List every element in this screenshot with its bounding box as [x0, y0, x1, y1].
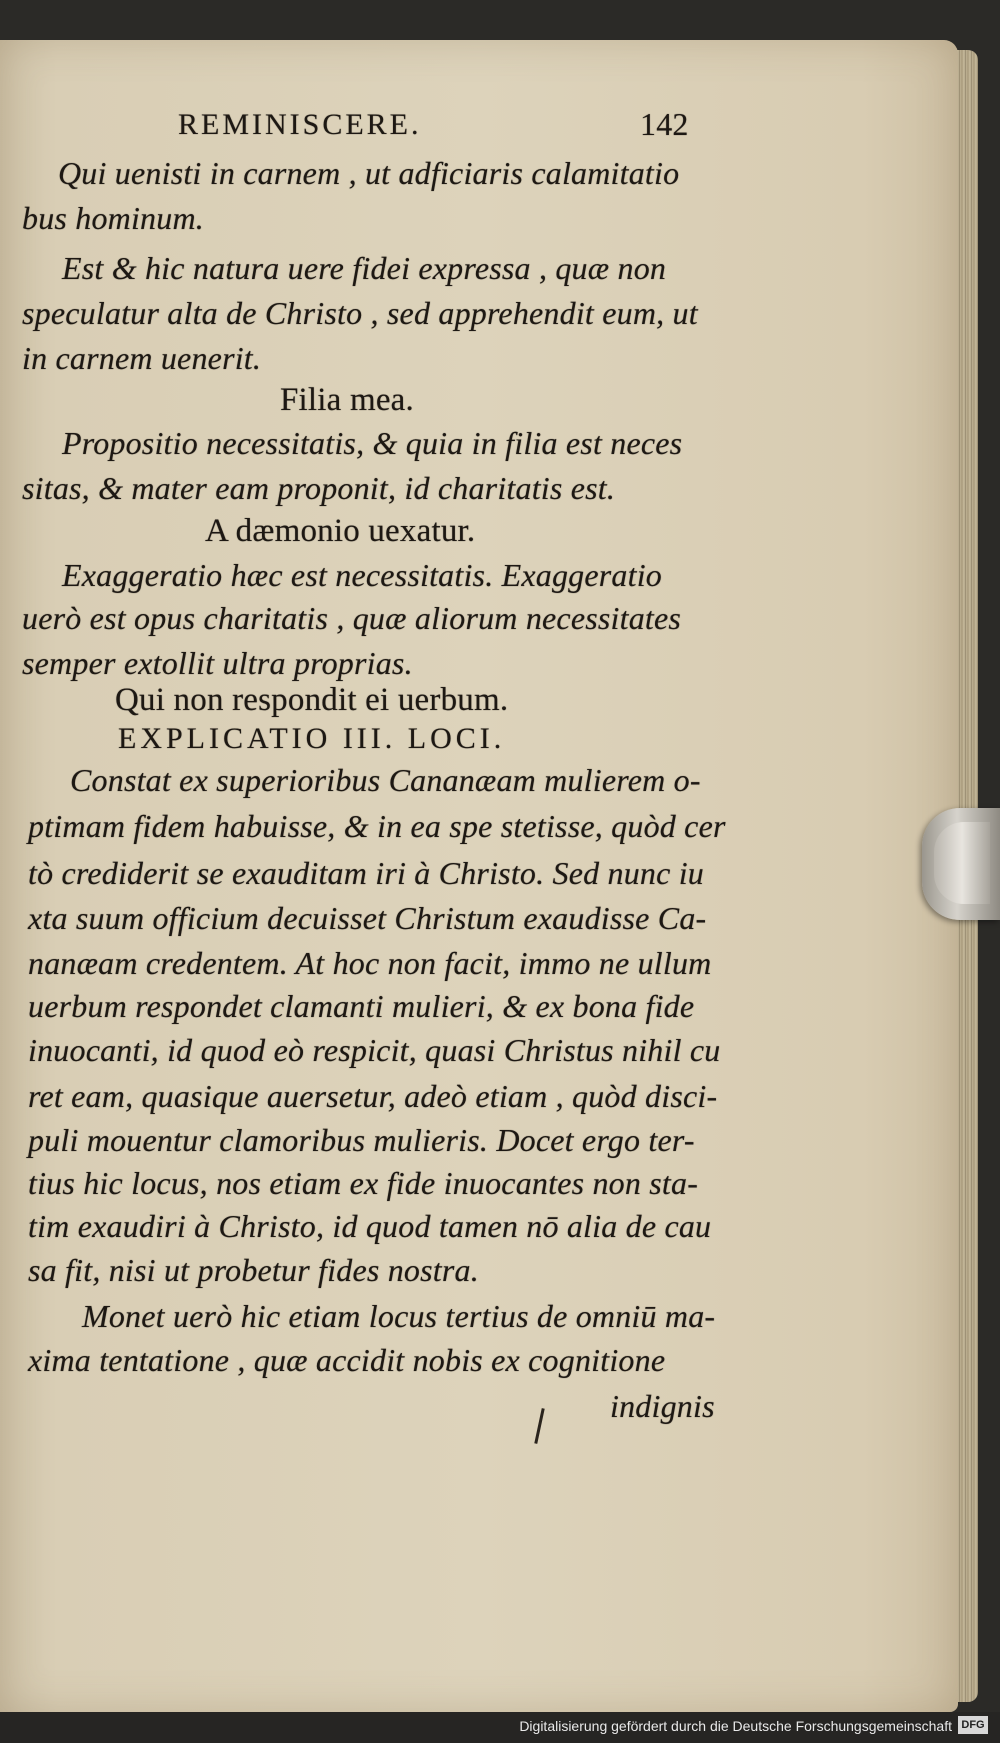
body-line: Propositio necessitatis, & quia in filia est neces	[62, 425, 683, 461]
body-line: ret eam, quasique auersetur, adeò etiam , quòd disci-	[28, 1078, 718, 1114]
body-line: xima tentatione , quæ accidit nobis ex cognitione	[28, 1342, 666, 1378]
body-line: speculatur alta de Christo , sed apprehendit eum, ut	[22, 295, 698, 331]
catchword: indignis	[610, 1388, 715, 1424]
lemma-heading: A dæmonio uexatur.	[205, 513, 476, 549]
body-line: in carnem uenerit.	[22, 340, 262, 376]
clasp-plate	[934, 822, 990, 904]
running-title: REMINISCERE.	[178, 108, 422, 141]
digitization-credit: Digitalisierung gefördert durch die Deutsche Forschungsgemeinschaft	[519, 1718, 952, 1734]
lemma-heading: Filia mea.	[280, 382, 414, 418]
body-line: nanæam credentem. At hoc non facit, immo ne ullum	[28, 945, 712, 981]
body-line: ptimam fidem habuisse, & in ea spe stetisse, quòd cer	[28, 808, 726, 844]
body-line: xta suum officium decuisset Christum exaudisse Ca-	[28, 900, 707, 936]
dfg-logo: DFG	[958, 1716, 988, 1734]
body-line: tò crediderit se exauditam iri à Christo. Sed nunc iu	[28, 855, 705, 891]
body-line: bus hominum.	[22, 200, 204, 236]
page-number: 142	[640, 106, 689, 142]
body-line: sitas, & mater eam proponit, id charitatis est.	[22, 470, 616, 506]
book-clasp	[922, 808, 1000, 920]
body-line: Exaggeratio hæc est necessitatis. Exaggeratio	[62, 557, 662, 593]
section-heading: EXPLICATIO III. LOCI.	[118, 722, 506, 755]
body-line: uerò est opus charitatis , quæ aliorum necessitates	[22, 600, 682, 636]
body-line: inuocanti, id quod eò respicit, quasi Christus nihil cu	[28, 1032, 721, 1068]
body-line: Monet uerò hic etiam locus tertius de omniū ma-	[82, 1298, 716, 1334]
body-line: puli mouentur clamoribus mulieris. Docet ergo ter-	[28, 1122, 695, 1158]
lemma-heading: Qui non respondit ei uerbum.	[115, 682, 509, 718]
body-line: Est & hic natura uere fidei expressa , quæ non	[62, 250, 667, 286]
body-line: uerbum respondet clamanti mulieri, & ex bona fide	[28, 988, 695, 1024]
body-line: semper extollit ultra proprias.	[22, 645, 413, 681]
body-line: tim exaudiri à Christo, id quod tamen nō alia de cau	[28, 1208, 712, 1244]
body-line: tius hic locus, nos etiam ex fide inuocantes non sta-	[28, 1165, 699, 1201]
body-line: Constat ex superioribus Cananæam mulierem o-	[70, 762, 701, 798]
body-line: sa fit, nisi ut probetur fides nostra.	[28, 1252, 479, 1288]
body-line: Qui uenisti in carnem , ut adficiaris calamitatio	[58, 155, 680, 191]
